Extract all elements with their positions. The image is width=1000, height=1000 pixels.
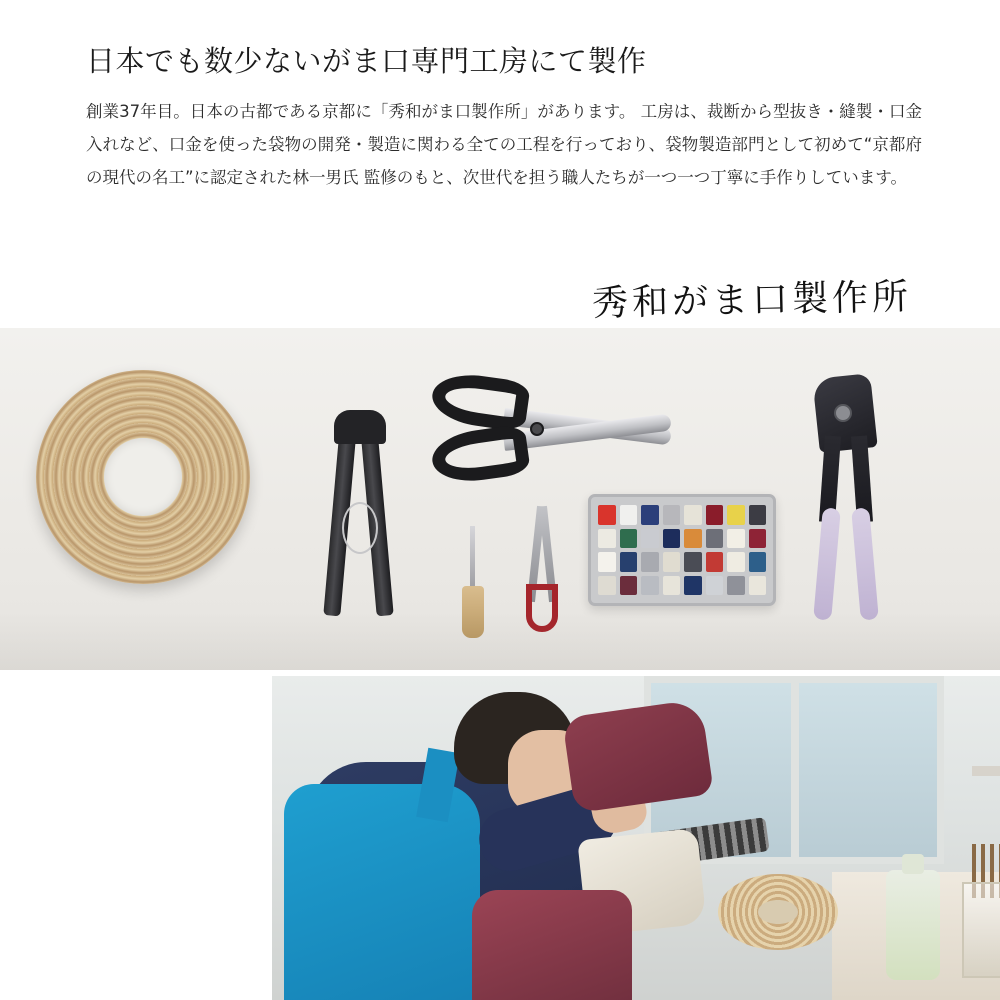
- thread-swatch: [706, 576, 724, 596]
- scissors-handle-upper: [429, 370, 531, 433]
- thread-swatch: [706, 552, 724, 572]
- pliers-tool-object: [312, 416, 408, 626]
- nipper-grip-left: [813, 507, 841, 620]
- rattan-coil-object: [36, 370, 250, 584]
- pliers-spring-ring: [342, 502, 378, 554]
- thread-swatch: [663, 505, 681, 525]
- workshop-fabric-upper: [562, 699, 714, 814]
- thread-swatch: [749, 529, 767, 549]
- thread-swatch: [598, 576, 616, 596]
- workshop-glue-bottle: [886, 870, 940, 980]
- nipper-tool-object: [806, 376, 886, 628]
- thread-swatch: [749, 505, 767, 525]
- tools-photo: [0, 328, 1000, 670]
- thread-swatch: [663, 552, 681, 572]
- thread-swatch: [620, 505, 638, 525]
- scissors-pivot-screw: [530, 422, 544, 436]
- nipper-bolt: [834, 404, 852, 422]
- thread-swatch: [727, 505, 745, 525]
- awl-tip: [470, 526, 475, 592]
- thread-swatch: [620, 552, 638, 572]
- workshop-photo: [272, 676, 1000, 1000]
- workshop-shelf: [972, 766, 1000, 776]
- body-paragraph: 創業37年目。日本の古都である京都に「秀和がま口製作所」があります。 工房は、裁断から型抜き・縫製・口金入れなど、口金を使った袋物の開発・製造に関わる全ての工程を行っており、袋物製造部門として初めて“京都府の現代の名工”に認定された林一男氏 監修のもと、次世代を担う職人たちが一つ一つ丁寧に手作りしています。: [86, 101, 922, 187]
- thread-swatch: [706, 505, 724, 525]
- workshop-tool-jar: [962, 882, 1000, 978]
- thread-swatch: [727, 576, 745, 596]
- thread-swatch: [641, 576, 659, 596]
- thread-swatch: [749, 576, 767, 596]
- pliers-head: [334, 410, 386, 444]
- thread-swatch: [684, 529, 702, 549]
- scissors-tool-object: [430, 372, 670, 502]
- thread-swatch: [663, 529, 681, 549]
- thread-swatch: [727, 552, 745, 572]
- thread-swatch: [684, 552, 702, 572]
- thread-case-object: [588, 494, 776, 606]
- craftsperson-apron: [284, 784, 480, 1000]
- thread-swatch: [598, 505, 616, 525]
- thread-swatch: [706, 529, 724, 549]
- thread-swatch: [684, 505, 702, 525]
- page-title: 日本でも数少ないがま口専門工房にて製作: [86, 44, 647, 79]
- thread-swatch: [641, 505, 659, 525]
- brand-wordmark: 秀和がま口製作所: [591, 276, 913, 325]
- thread-swatch: [641, 552, 659, 572]
- thread-swatch: [641, 529, 659, 549]
- thread-swatch: [620, 576, 638, 596]
- thread-swatch: [620, 529, 638, 549]
- thread-swatch: [684, 576, 702, 596]
- thread-swatch: [598, 529, 616, 549]
- workshop-rattan-coil: [718, 874, 838, 950]
- thread-swatch: [598, 552, 616, 572]
- thread-swatch: [727, 529, 745, 549]
- photo-bottom-shadow: [0, 610, 1000, 670]
- workshop-fabric-lower: [472, 890, 632, 1000]
- thread-swatch: [663, 576, 681, 596]
- thread-swatch: [749, 552, 767, 572]
- scissors-handle-lower: [429, 424, 531, 487]
- nipper-grip-right: [851, 507, 879, 620]
